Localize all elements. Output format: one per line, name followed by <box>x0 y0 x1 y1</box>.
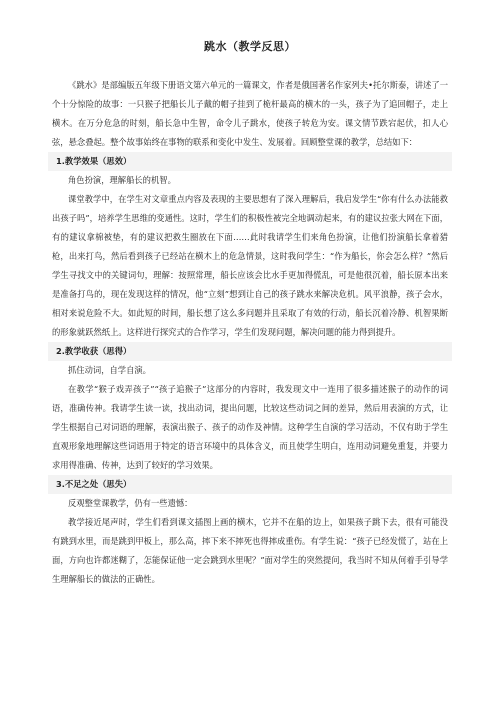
section-subtitle-gain: 抓住动词，自学自演。 <box>68 365 151 375</box>
section-subtitle-shortcoming: 反观整堂课教学，仍有一些遗憾： <box>68 498 193 508</box>
intro-paragraph: 《跳水》是部编版五年级下册语文第六单元的一篇课文，作者是俄国著名作家列夫•托尔斯泰，讲述了一个十分惊险的故事：一只猴子把船长儿子戴的帽子挂到了桅杆最高的横木的一头，孩子为了追回帽子，走上横木。在万分危急的时刻，船长急中生智，命令儿子跳水，使孩子转危为安。课文情节跌宕起伏，扣人心弦，悬念叠起。整个故事始终在事物的联系和变化中发生、发展着。回顾整堂课的教学，总结如下： <box>52 80 448 147</box>
section-body-shortcoming: 教学接近尾声时，学生们看到课文插图上画的横木，它并不在船的边上，如果孩子跳下去，很有可能没有跳到水里，而是跳到甲板上，那么高，摔下来不摔死也得摔成重伤。有学生说：“孩子已经发慌了，站在上面，方向也许都迷糊了，怎能保证他一定会跳到水里呢？”面对学生的突然提问，我当时不知从何着手引导学生理解船长的做法的正确性。 <box>52 517 448 584</box>
section-heading-effect: 1.教学效果（思效） <box>48 152 452 171</box>
section-heading-gain: 2.教学收获（思得） <box>48 342 452 361</box>
section-subtitle-effect: 角色扮演，理解船长的机智。 <box>68 175 176 185</box>
document-title: 跳水（教学反思） <box>204 40 296 53</box>
document-page <box>52 40 448 589</box>
section-body-effect: 课堂教学中，在学生对文章重点内容及表现的主要思想有了深入理解后，我启发学生“你有什么办法能救出孩子吗”，培养学生思维的变通性。这时，学生们的积极性被完全地调动起来，有的建议拉张大网在下面，有的建议拿棉被垫，有的建议把救生圈放在下面……此时我请学生们来角色扮演，让他们扮演船长拿着猎枪，出来打鸟，然后看到孩子已经站在横木上的危急情景，这时我问学生：“作为船长，你会怎么样？”然后学生寻找文中的关键词句，理解：按照常理，船长应该会比水手更加得慌乱，可是他很沉着，船长原本出来是准备打鸟的，现在发现这样的情况，他“立刻”想到让自己的孩子跳水来解决危机。风平浪静，孩子会水，相对来说危险不大。如此短的时间，船长想了这么多问题并且采取了有效的行动，船长沉着冷静、机智果断的形象就跃然纸上。这样进行探究式的合作学习，学生们发现问题，解决问题的能力得到提升。 <box>52 194 448 337</box>
section-heading-shortcoming: 3.不足之处（思失） <box>48 475 452 494</box>
section-body-gain: 在教学“猴子戏弄孩子”“孩子追猴子”这部分的内容时，我发现文中一连用了很多描述猴子的动作的词语，准确传神。我请学生读一读，找出动词，提出问题，比较这些动词之间的差异，然后用表演的方式，让学生根据自己对词语的理解，表演出猴子、孩子的动作及神情。这种学生自演的学习活动，不仅有助于学生直观形象地理解这些词语用于特定的语言环境中的具体含义，而且使学生明白，连用动词避免重复，并要力求用得准确、传神，达到了较好的学习效果。 <box>52 384 448 470</box>
